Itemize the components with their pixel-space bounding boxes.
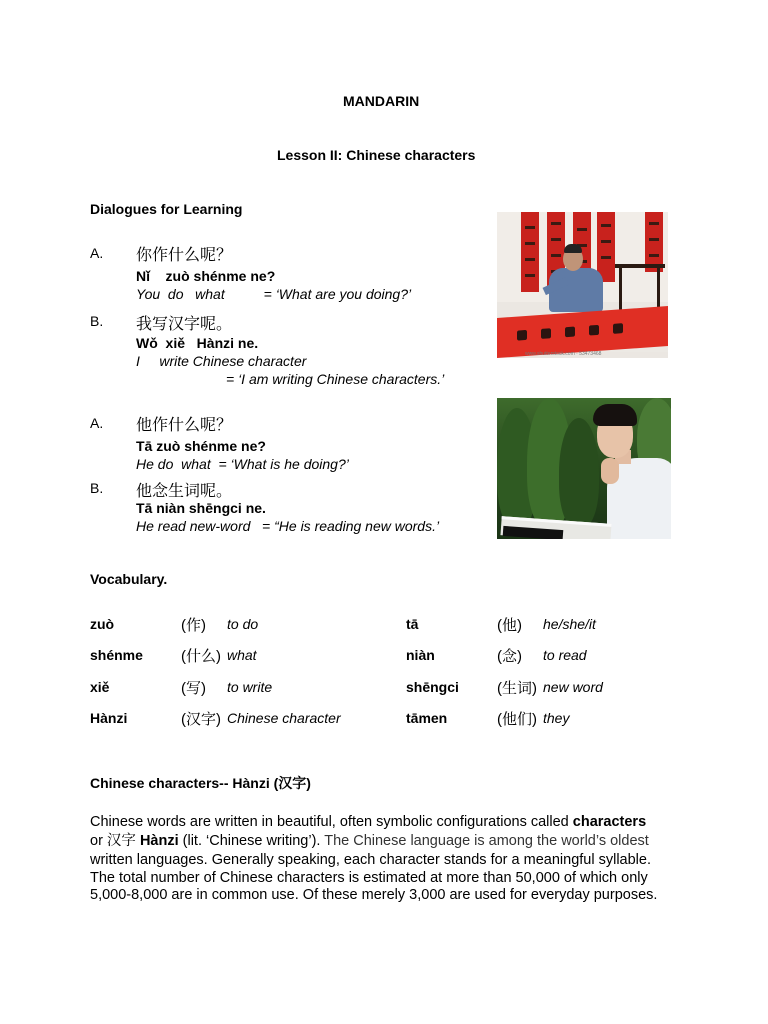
paragraph-text: Chinese words are written in beautiful, often symbolic configurations called xyxy=(90,814,573,830)
vocabulary-heading: Vocabulary. xyxy=(90,571,168,587)
vocab-char: (什么) xyxy=(181,648,221,665)
dialogue-gloss: He read new-word = “He is reading new words.’ xyxy=(136,518,440,534)
paragraph-line: 5,000-8,000 are in common use. Of these merely 3,000 are used for everyday purposes. xyxy=(90,887,658,903)
dialogue-gloss: He do what = ‘What is he doing?’ xyxy=(136,456,349,472)
vocab-term: tā xyxy=(406,616,419,632)
paragraph-text: (lit. ‘Chinese writing’). xyxy=(178,833,325,849)
paragraph-text: The Chinese language is among the world’s oldest xyxy=(324,833,649,849)
body-paragraph xyxy=(90,813,680,904)
vocab-term: zuò xyxy=(90,616,115,632)
paragraph-bold: characters xyxy=(572,814,647,830)
dialogue-pinyin: Nǐ zuò shénme ne? xyxy=(136,268,276,284)
dialogue-gloss: I write Chinese character xyxy=(136,353,307,369)
dialogues-heading: Dialogues for Learning xyxy=(90,201,243,217)
vocab-term: Hànzi xyxy=(90,710,128,726)
calligraphy-photo xyxy=(497,212,668,358)
vocab-meaning: to write xyxy=(227,679,273,695)
dialogue-marker: A. xyxy=(90,415,104,431)
dialogue-marker: B. xyxy=(90,313,104,329)
vocab-term: xiě xyxy=(90,679,110,695)
dialogue-pinyin: Tā niàn shēngci ne. xyxy=(136,500,266,516)
paragraph-line: written languages. Generally speaking, each character stands for a meaningful syllable. xyxy=(90,852,651,868)
vocab-meaning: Chinese character xyxy=(227,710,341,726)
dialogue-pinyin: Tā zuò shénme ne? xyxy=(136,438,266,454)
photo-caption: www.shutterstock.com · 53473468 xyxy=(525,351,602,357)
dialogue-marker: A. xyxy=(90,245,104,261)
vocab-term: shénme xyxy=(90,647,143,663)
vocab-char: (他) xyxy=(497,617,522,634)
vocab-meaning: to read xyxy=(543,647,587,663)
paragraph-line xyxy=(90,813,680,832)
dialogue-gloss: = ‘I am writing Chinese characters.’ xyxy=(226,371,445,387)
vocab-char: (汉字) xyxy=(181,711,221,728)
vocab-term: niàn xyxy=(406,647,435,663)
vocab-term: tāmen xyxy=(406,710,448,726)
dialogue-hanzi: 他念生词呢。 xyxy=(136,483,233,500)
vocab-meaning: to do xyxy=(227,616,259,632)
paragraph-line xyxy=(90,832,680,851)
dialogue-hanzi: 他作什么呢？ xyxy=(136,417,233,434)
vocab-char: (他们) xyxy=(497,711,537,728)
page-title: MANDARIN xyxy=(343,93,420,109)
dialogue-hanzi: 我写汉字呢。 xyxy=(136,316,233,333)
student-reading-photo xyxy=(497,398,671,539)
vocab-term: shēngci xyxy=(406,679,459,695)
vocab-meaning: new word xyxy=(543,679,603,695)
paragraph-bold: Hànzi xyxy=(139,833,179,849)
dialogue-marker: B. xyxy=(90,480,104,496)
vocab-char: (生词) xyxy=(497,680,537,697)
vocab-char: (写) xyxy=(181,680,206,697)
dialogue-pinyin: Wǒ xiě Hànzi ne. xyxy=(136,335,259,351)
dialogue-hanzi: 你作什么呢？ xyxy=(136,247,233,264)
vocab-meaning: he/she/it xyxy=(543,616,596,632)
section-heading: Chinese characters-- Hànzi (汉字) xyxy=(90,775,311,791)
vocab-meaning: they xyxy=(543,710,570,726)
vocab-char: (作) xyxy=(181,617,206,634)
paragraph-text: or 汉字 xyxy=(90,833,140,849)
vocab-char: (念) xyxy=(497,648,522,665)
vocab-meaning: what xyxy=(227,647,257,663)
lesson-title: Lesson II: Chinese characters xyxy=(277,147,476,163)
paragraph-line: The total number of Chinese characters is estimated at more than 50,000 of which only xyxy=(90,870,648,886)
dialogue-gloss: You do what = ‘What are you doing?’ xyxy=(136,286,412,302)
